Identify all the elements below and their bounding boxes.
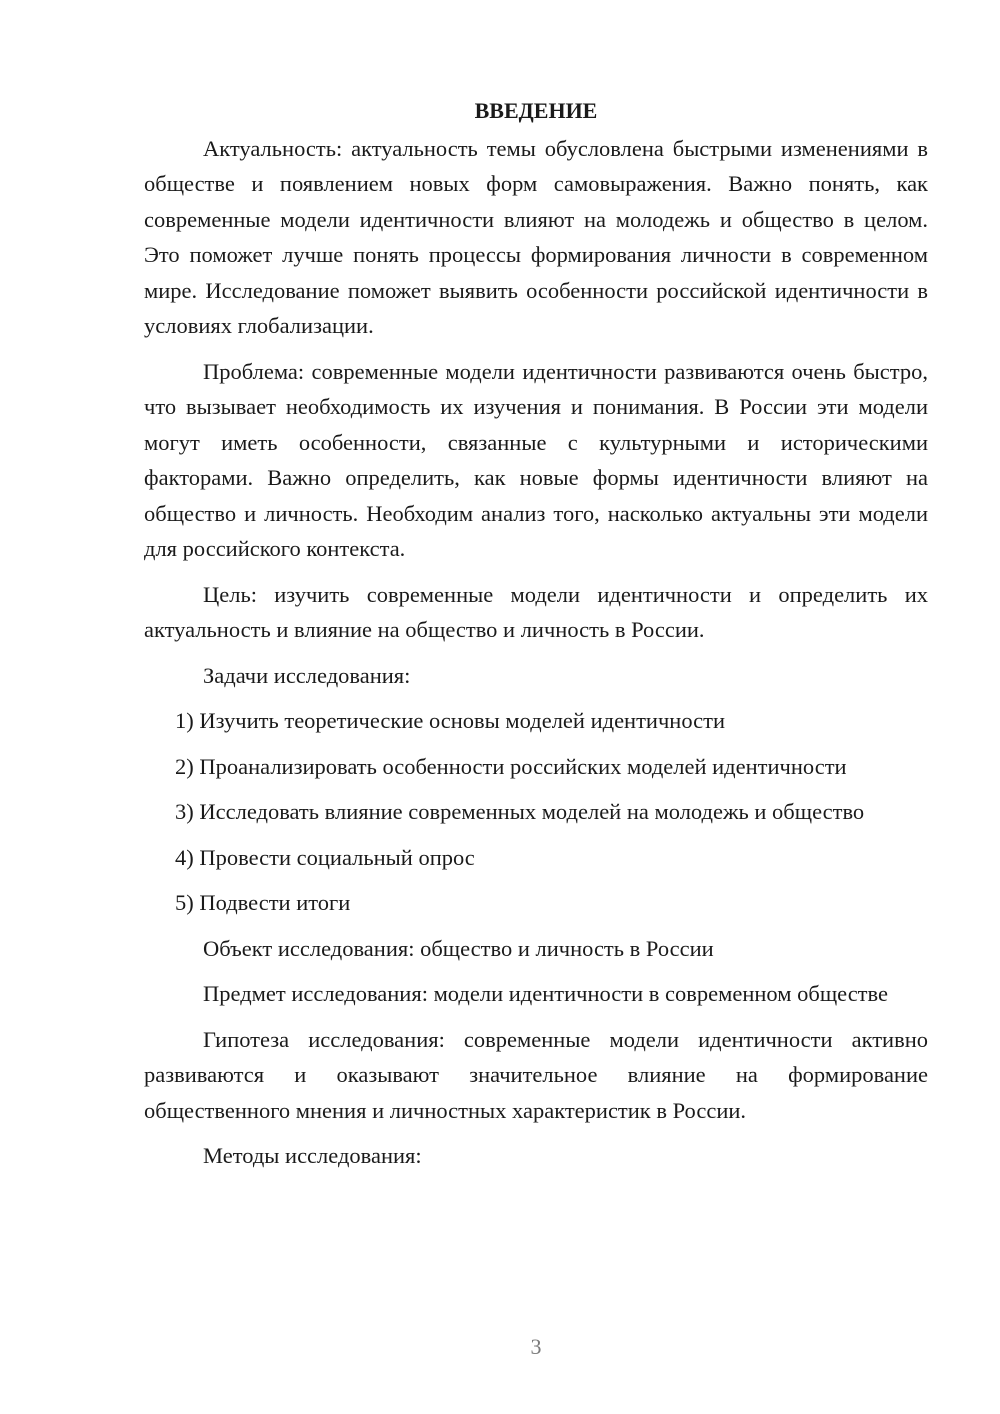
task-item-1: 1) Изучить теоретические основы моделей идентичности xyxy=(175,708,725,733)
hypothesis-paragraph: Гипотеза исследования: современные модели идентичности активно развиваются и оказывают значительное влияние на формирование общественного мнения и личностных характеристик в России. xyxy=(144,1026,928,1123)
problem-paragraph: Проблема: современные модели идентичности развиваются очень быстро, что вызывает необходимость их изучения и понимания. В России эти модели могут иметь особенности, связанные с культурными и историческими факторами. Важно определить, как новые формы идентичности влияют на общество и личность. Необходим анализ того, насколько актуальны эти модели для российского контекста. xyxy=(144,358,928,561)
subject-paragraph: Предмет исследования: модели идентичности в современном обществе xyxy=(203,981,888,1006)
object-paragraph: Объект исследования: общество и личность в России xyxy=(203,935,714,961)
task-item-4: 4) Провести социальный опрос xyxy=(175,844,475,870)
task-item-2: 2) Проанализировать особенности российских моделей идентичности xyxy=(175,753,847,779)
goal-paragraph: Цель: изучить современные модели идентичности и определить их актуальность и влияние на общество и личность в России. xyxy=(144,581,928,642)
tasks-heading: Задачи исследования: xyxy=(203,662,411,688)
relevance-paragraph: Актуальность: актуальность темы обусловлена быстрыми изменениями в обществе и появлением новых форм самовыражения. Важно понять, как современные модели идентичности влияют на молодежь и общество в целом. Это поможет лучше понять процессы формирования личности в современном мире. Исследование поможет выявить особенности российской идентичности в условиях глобализации. xyxy=(144,135,928,338)
page-content xyxy=(144,93,928,1184)
page-number: 3 xyxy=(530,1334,542,1359)
task-item-3: 3) Исследовать влияние современных моделей на молодежь и общество xyxy=(175,799,865,824)
section-title: ВВЕДЕНИЕ xyxy=(474,98,598,123)
task-item-5: 5) Подвести итоги xyxy=(175,890,351,915)
methods-heading: Методы исследования: xyxy=(203,1143,422,1168)
